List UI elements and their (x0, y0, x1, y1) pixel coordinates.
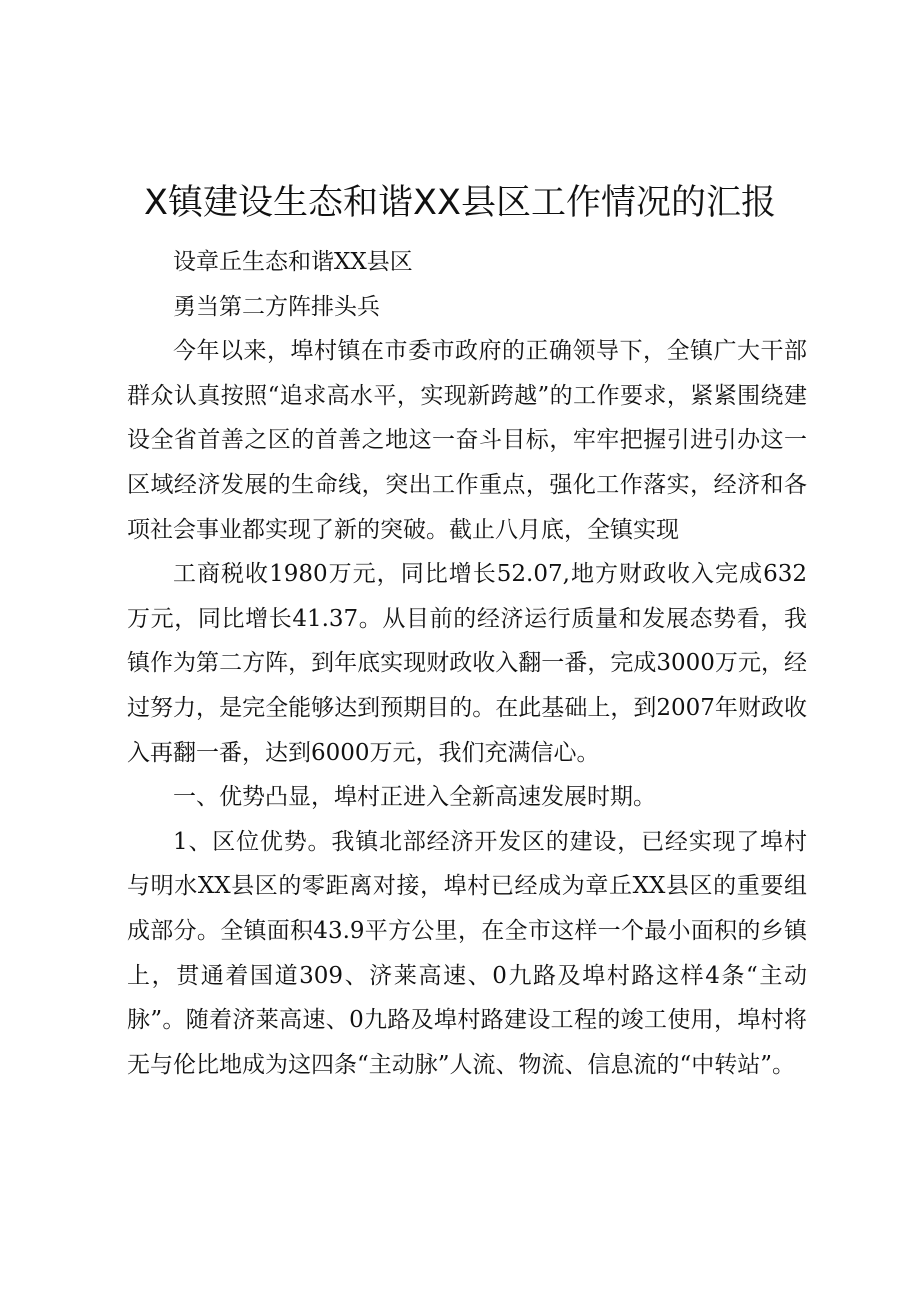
subtitle-line-1: 设章丘生态和谐XX县区 (173, 249, 413, 275)
paragraph-location-advantage: 1、区位优势。我镇北部经济开发区的建设，已经实现了埠村与明水XX县区的零距离对接，埠村已经成为章丘XX县区的重要组成部分。全镇面积43.9平方公里，在全市这样一个最小面积的乡镇上，贯通着国道309、济莱高速、0九路及埠村路这样4条“主动脉”。随着济莱高速、0九路及埠村路建设工程的竣工使用，埠村将无与伦比地成为这四条“主动脉”人流、物流、信息流的“中转站”。 (127, 828, 807, 1078)
document-title: X镇建设生态和谐XX县区工作情况的汇报 (144, 183, 776, 223)
section-heading-1: 一、优势凸显，埠村正进入全新高速发展时期。 (173, 784, 656, 811)
document-body (127, 240, 807, 1087)
paragraph-figures: 工商税收1980万元，同比增长52.07,地方财政收入完成632万元，同比增长41.37。从目前的经济运行质量和发展态势看，我镇作为第二方阵，到年底实现财政收入翻一番，完成3000万元，经过努力，是完全能够达到预期目的。在此基础上，到2007年财政收入再翻一番，达到6000万元，我们充满信心。 (127, 561, 807, 766)
subtitle-line-2: 勇当第二方阵排头兵 (173, 293, 380, 320)
paragraph-intro: 今年以来，埠村镇在市委市政府的正确领导下，全镇广大干部群众认真按照“追求高水平，实现新跨越”的工作要求，紧紧围绕建设全省首善之区的首善之地这一奋斗目标，牢牢把握引进引办这一区域经济发展的生命线，突出工作重点，强化工作落实，经济和各项社会事业都实现了新的突破。截止八月底，全镇实现 (127, 338, 807, 543)
